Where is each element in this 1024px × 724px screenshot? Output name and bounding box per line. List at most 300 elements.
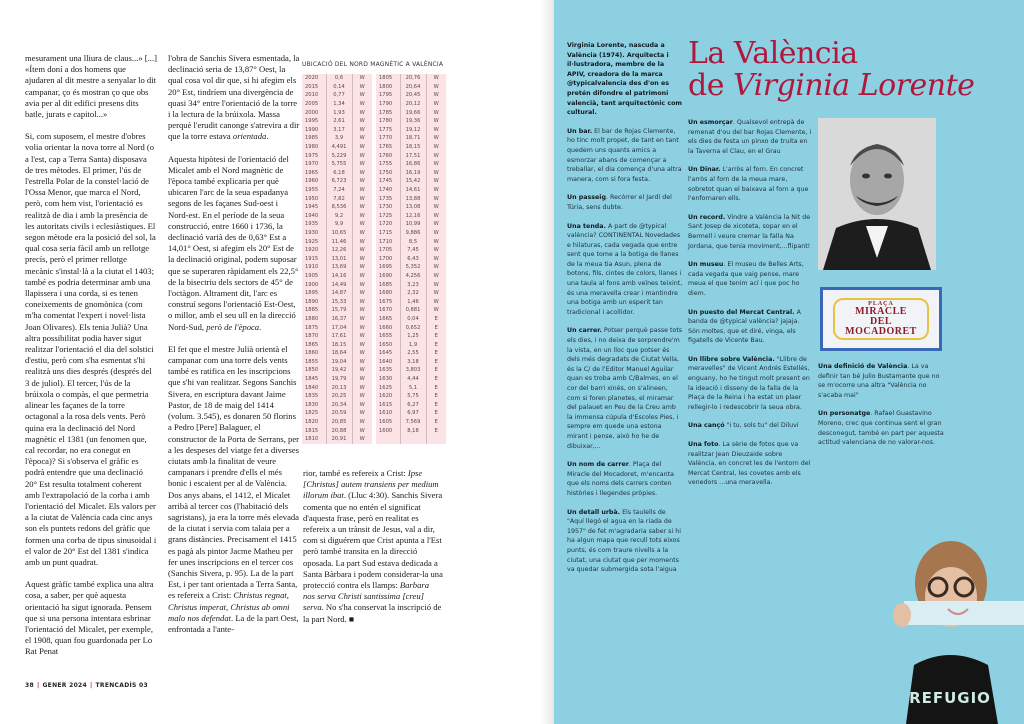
year-cell: 1955 <box>305 187 319 194</box>
item-label: Una tenda. <box>567 222 606 230</box>
declination-cell: 6,97 <box>400 409 426 418</box>
interview-item <box>688 308 812 346</box>
interview-item <box>688 355 812 413</box>
direction-cell: W <box>352 409 372 418</box>
direction-cell: W <box>352 375 372 384</box>
direction-cell: W <box>426 74 446 83</box>
direction-cell: W <box>426 143 446 152</box>
paragraph <box>168 53 300 143</box>
year-cell: 1960 <box>305 178 319 185</box>
year-cell: 1865 <box>305 341 319 348</box>
headline-name: Virginia Lorente <box>733 68 975 103</box>
year-cell: 1780 <box>379 118 393 125</box>
item-label: Una foto <box>688 441 719 449</box>
direction-cell: W <box>426 263 446 272</box>
declination-cell: 14,61 <box>400 186 426 195</box>
declination-cell: 1,9 <box>400 340 426 349</box>
year-cell: 1665 <box>379 315 393 322</box>
table-row <box>376 375 446 384</box>
year-cell: 2015 <box>305 83 319 90</box>
direction-cell: W <box>352 289 372 298</box>
declination-cell: 0,77 <box>326 91 352 100</box>
year-cell: 1745 <box>379 178 393 185</box>
paragraph: Aquest gràfic també explica una altra cosa, a saber, per què aquesta orientació ha sigut ignorada. Pensem que si una persona intentara esbrinar l'orientació del Micalet, per exemple, el 1908, quan fou guardonada per Lo Rat Penat <box>25 579 154 657</box>
year-cell: 1860 <box>305 350 319 357</box>
declination-cell: 0,6 <box>326 74 352 83</box>
item-label: Un detall urbà. <box>567 508 621 516</box>
table-row <box>376 272 446 281</box>
direction-cell: E <box>426 383 446 392</box>
year-cell: 1695 <box>379 264 393 271</box>
item-text: L'arròs al forn. En concret l'arròs al forn de la meua mare, sobretot quan el baixava al forn a que l'enfornaren ells. <box>688 166 809 203</box>
paragraph <box>168 154 300 333</box>
year-cell: 1625 <box>379 384 393 391</box>
item-label: Un record. <box>688 213 726 221</box>
table-row <box>376 229 446 238</box>
table-row <box>302 358 372 367</box>
declination-cell: 5,1 <box>400 383 426 392</box>
year-cell: 1690 <box>379 272 393 279</box>
text: Aquesta hipòtesi de l'orientació del Micalet amb el Nord magnètic de l'època també explicaria per què ubicaren l'arc de la seua espadanya segons de les façanes Sud-oest i Nord-est. En el període de la seua construcció, entre 1660 i 1736, la declinació varià des de 0,63° Est a 14,01° Oest, si afegim els 20° Est de la declinació original, podem suposar que se superaren ràpidament els 22,5° de la bisectriu dels sectors de 45° de l'octàgon. Altrament dit, l'arc es construí segons l'orientació Est-Oest, o millor, amb el seu ull en la direcció Nord-Sud, <box>168 153 299 332</box>
table-row <box>376 323 446 332</box>
declination-cell: 20,45 <box>400 91 426 100</box>
year-cell: 1930 <box>305 229 319 236</box>
declination-cell: 20,76 <box>400 74 426 83</box>
item-text: . El museu de Belles Arts, cada vegada que vaig pense, mare meua el que tenim ací i que poc ho diem. <box>688 261 804 297</box>
item-label: Un museu <box>688 261 724 269</box>
table-row <box>302 263 372 272</box>
item-text: "i tu, sols tu" del Diluvi <box>724 422 799 430</box>
declination-cell: 6,723 <box>326 177 352 186</box>
direction-cell: W <box>352 392 372 401</box>
table-row <box>376 392 446 401</box>
year-cell: 1855 <box>305 358 319 365</box>
shirt-text: REFUGIO <box>909 689 991 707</box>
year-cell: 1645 <box>379 350 393 357</box>
declination-cell: 14,49 <box>326 280 352 289</box>
table-row <box>376 177 446 186</box>
declination-cell: 1,93 <box>326 108 352 117</box>
table-row <box>302 212 372 221</box>
direction-cell: W <box>426 237 446 246</box>
declination-cell: 12,16 <box>400 212 426 221</box>
author-photo <box>876 535 1024 724</box>
direction-cell: E <box>426 366 446 375</box>
year-cell: 1825 <box>305 410 319 417</box>
direction-cell: E <box>426 323 446 332</box>
table-row <box>302 289 372 298</box>
declination-cell: 19,04 <box>326 358 352 367</box>
year-cell: 1750 <box>379 169 393 176</box>
portrait-figure <box>818 118 936 270</box>
direction-cell: W <box>426 297 446 306</box>
direction-cell: E <box>426 349 446 358</box>
direction-cell: W <box>426 246 446 255</box>
declination-cell: 8,18 <box>400 426 426 435</box>
direction-cell <box>426 435 446 444</box>
direction-cell: W <box>352 272 372 281</box>
tile-line: MIRACLE <box>855 306 907 317</box>
portrait-photo <box>818 118 936 270</box>
item-text: . Recórrer el Jardí del Túria, sens dubte. <box>567 194 672 211</box>
direction-cell: W <box>352 108 372 117</box>
direction-cell: W <box>426 91 446 100</box>
table-row <box>376 194 446 203</box>
table-row <box>376 220 446 229</box>
table-row <box>376 366 446 375</box>
year-cell: 1905 <box>305 272 319 279</box>
year-cell: 1670 <box>379 307 393 314</box>
year-cell: 1965 <box>305 169 319 176</box>
item-label: Un puesto del Mercat Central. <box>688 308 795 316</box>
declination-cell: 15,42 <box>400 177 426 186</box>
table-row <box>376 280 446 289</box>
declination-cell: 3,17 <box>326 126 352 135</box>
direction-cell: W <box>426 272 446 281</box>
year-cell: 1705 <box>379 247 393 254</box>
table-row <box>302 160 372 169</box>
direction-cell: W <box>352 220 372 229</box>
table-row <box>376 186 446 195</box>
emphasis: Christus regnat, Christus imperat, Christus ab omni malo nos defendat <box>168 590 290 623</box>
declination-cell: 14,16 <box>326 272 352 281</box>
direction-cell: E <box>426 426 446 435</box>
declination-cell: 10,99 <box>400 220 426 229</box>
item-label: Un bar. <box>567 127 593 135</box>
declination-cell: 3,9 <box>326 134 352 143</box>
declination-cell: 0,04 <box>400 315 426 324</box>
year-cell: 1810 <box>305 436 319 443</box>
year-cell: 1840 <box>305 384 319 391</box>
table-row <box>376 254 446 263</box>
declination-cell: 19,79 <box>326 375 352 384</box>
table-row <box>302 229 372 238</box>
year-cell: 1900 <box>305 281 319 288</box>
year-cell: 2010 <box>305 92 319 99</box>
table-row <box>376 151 446 160</box>
issue-date: GENER 2024 <box>42 682 88 689</box>
text: . <box>259 321 262 332</box>
direction-cell: W <box>426 126 446 135</box>
tile-line: PLAÇA <box>868 301 894 307</box>
direction-cell: W <box>352 169 372 178</box>
direction-cell: W <box>352 246 372 255</box>
year-cell: 1850 <box>305 367 319 374</box>
table-row <box>302 280 372 289</box>
direction-cell: W <box>352 254 372 263</box>
declination-cell: 16,19 <box>400 169 426 178</box>
year-cell: 1880 <box>305 315 319 322</box>
table-row <box>302 349 372 358</box>
year-cell: 1710 <box>379 238 393 245</box>
table-row <box>302 340 372 349</box>
table-row <box>302 435 372 444</box>
emphasis: Barbara nos serva Christi santissima [creu] serva <box>303 580 430 613</box>
direction-cell: W <box>352 418 372 427</box>
text: l'obra de Sanchis Sivera esmentada, la declinació seria de 13,87° Oest, la qual cosa vol dir que, si hi afegim els 20° Est, tindríem una divergència de quasi 34° entre l'orientació de la torre i la lectura de la brúixola. Massa perquè l'erudit canonge s'atrevira a dir que la torre estava <box>168 53 300 142</box>
table-row <box>302 117 372 126</box>
table-row <box>302 177 372 186</box>
item-text: . Rafael Guastavino Moreno, crec que continua sent el gran desconegut, també en part per aquesta actitud valenciana de no valorar-nos. <box>818 410 944 447</box>
text: rior, també es refereix a Crist: <box>303 468 408 478</box>
interview-item <box>688 165 812 203</box>
declination-cell: 15,33 <box>326 297 352 306</box>
declination-cell: 17,61 <box>326 332 352 341</box>
magnetic-north-table <box>302 61 460 444</box>
interview-column-3 <box>818 362 948 457</box>
direction-cell: W <box>426 289 446 298</box>
year-cell: 1700 <box>379 255 393 262</box>
table-row <box>302 332 372 341</box>
table-row <box>302 246 372 255</box>
table-row <box>376 401 446 410</box>
item-text: . Plaça del Miracle del Mocadoret, m'encanta que els noms dels carrers conten històries i llegendes pròpies. <box>567 461 674 497</box>
table-row <box>302 194 372 203</box>
table-row <box>376 297 446 306</box>
year-cell: 1660 <box>379 324 393 331</box>
table-row <box>376 383 446 392</box>
page-number: 38 <box>25 682 34 689</box>
declination-cell: 8,536 <box>326 203 352 212</box>
year-cell: 1730 <box>379 204 393 211</box>
table-row <box>376 203 446 212</box>
declination-cell: 5,75 <box>400 392 426 401</box>
interview-item <box>567 193 683 212</box>
direction-cell: W <box>426 186 446 195</box>
year-cell: 1970 <box>305 161 319 168</box>
item-label: Un Dinar. <box>688 166 721 174</box>
table-row <box>376 435 446 444</box>
year-cell: 1985 <box>305 135 319 142</box>
page-footer <box>25 682 148 689</box>
table-row <box>302 203 372 212</box>
item-text: . La va definir tan bé Julio Bustamante que no se m'ocorre una altra "València no s'acaba mai" <box>818 363 940 399</box>
direction-cell: W <box>352 366 372 375</box>
direction-cell: W <box>352 383 372 392</box>
item-text: Els taulells de "Aquí llegó el agua en la riada de 1957" de fet m'agradaria saber si hi ha algun mapa que recull tots eixos punts, és com traure nivells a la ciutat, una ciutat que per moments va quedar submergida sota l'aigua <box>567 508 681 574</box>
table-row <box>376 358 446 367</box>
article-column-3 <box>303 468 443 625</box>
direction-cell: W <box>352 401 372 410</box>
direction-cell: E <box>426 315 446 324</box>
declination-cell: 20,12 <box>400 100 426 109</box>
table-row <box>302 392 372 401</box>
declination-cell: 20,59 <box>326 409 352 418</box>
table-row <box>376 332 446 341</box>
item-text: "Llibre de meravelles" de Vicent Andrés Estellés, enguany, ho he tingut molt present en la ideació i disseny de la falla de la Plaça de la Reina i ha estat un plaer rellegir-lo i redescobrir la seua obra. <box>688 355 810 411</box>
table-row <box>302 237 372 246</box>
table-row <box>376 117 446 126</box>
declination-cell: 18,15 <box>400 143 426 152</box>
declination-cell: 6,18 <box>326 169 352 178</box>
year-cell: 2020 <box>305 75 319 82</box>
table-row <box>376 134 446 143</box>
author-figure <box>876 535 1024 724</box>
declination-cell: 13,88 <box>400 194 426 203</box>
declination-cell: 9,9 <box>326 220 352 229</box>
interview-item <box>567 508 683 575</box>
direction-cell: W <box>426 169 446 178</box>
direction-cell: W <box>426 194 446 203</box>
table-row <box>302 100 372 109</box>
item-label: Un nom de carrer <box>567 461 629 469</box>
table-row <box>376 169 446 178</box>
street-tile-sign <box>820 287 942 351</box>
declination-cell: 17,04 <box>326 323 352 332</box>
table-row <box>376 289 446 298</box>
table-row <box>302 409 372 418</box>
table-row <box>302 366 372 375</box>
item-label: Una cançó <box>688 422 725 430</box>
year-cell: 1910 <box>305 264 319 271</box>
year-cell: 1875 <box>305 324 319 331</box>
year-cell: 1640 <box>379 358 393 365</box>
direction-cell: W <box>426 151 446 160</box>
direction-cell: W <box>352 358 372 367</box>
direction-cell: E <box>426 375 446 384</box>
interview-item <box>567 326 683 451</box>
direction-cell: W <box>352 263 372 272</box>
year-cell: 2000 <box>305 109 319 116</box>
declination-cell: 10,65 <box>326 229 352 238</box>
direction-cell: E <box>426 340 446 349</box>
direction-cell: W <box>352 323 372 332</box>
direction-cell: W <box>426 117 446 126</box>
year-cell: 1600 <box>379 427 393 434</box>
declination-cell: 3,803 <box>400 366 426 375</box>
year-cell: 1925 <box>305 238 319 245</box>
year-cell: 1790 <box>379 101 393 108</box>
year-cell: 1915 <box>305 255 319 262</box>
year-cell: 1735 <box>379 195 393 202</box>
page-gutter <box>540 0 554 724</box>
direction-cell: W <box>426 220 446 229</box>
direction-cell: W <box>352 306 372 315</box>
direction-cell: E <box>426 392 446 401</box>
item-text: A part de @typical valència? CONTINENTAL Novedades e hilaturas, cada vegada que entre sent que tome a la botiga de llanes de la meua tia Asun, plena de botons, fils, cintes de colors, llanes i una taula al fons amb veïnes teixint, és una meravella crear i mantindre una botiga amb un esperit tan tradicional i acollidor. <box>567 222 683 316</box>
separator: | <box>90 682 93 689</box>
direction-cell: W <box>426 100 446 109</box>
declination-cell: 0,652 <box>400 323 426 332</box>
tile-line: DEL <box>869 316 893 327</box>
declination-cell: 19,36 <box>400 117 426 126</box>
declination-cell: 0,881 <box>400 306 426 315</box>
direction-cell: W <box>352 160 372 169</box>
lede: Virginia Lorente, nascuda a València (1974). Arquitecta i il·lustradora, membre de la APIV, creadora de la marca @typicalvalencia des d'on es pretén difondre el patrimoni valencià, tant arquitectònic com cultural. <box>567 42 682 117</box>
direction-cell: W <box>352 212 372 221</box>
direction-cell: W <box>352 349 372 358</box>
year-cell: 1675 <box>379 298 393 305</box>
declination-cell: 2,55 <box>400 349 426 358</box>
text: . No s'ha conservat la inscripció de la part Nord. ■ <box>303 602 442 624</box>
year-cell: 1980 <box>305 144 319 151</box>
year-cell: 1835 <box>305 393 319 400</box>
year-cell: 1635 <box>379 367 393 374</box>
declination-cell: 18,64 <box>326 349 352 358</box>
item-text: Potser perquè passe tots els dies, i no deixa de sorprendre'm la vista, en un lloc que potser és dels més degradats de Ciutat Vella, és la C/ de l'Editor Manuel Aguilar quan es troba amb C/Balmes, en el cor del barri xinés, on s'alineen, com si foren planetes, el miramar del palauet en Peu de la Creu amb la immensa cúpula d'Escoles Pies, i sempre em quede una estona mirant i pense, això ho he de dibuixar,... <box>567 327 683 450</box>
direction-cell: W <box>352 280 372 289</box>
year-cell: 2005 <box>305 101 319 108</box>
year-cell: 1935 <box>305 221 319 228</box>
year-cell: 1945 <box>305 204 319 211</box>
item-label: Un carrer. <box>567 327 602 335</box>
item-label: Un passeig <box>567 194 606 202</box>
table-row <box>376 315 446 324</box>
article-column-2 <box>168 53 300 635</box>
declination-cell: 16,86 <box>400 160 426 169</box>
item-text: A banda de @typical valència? jajaja. Són moltes, que et diré, vinga, els figatells de Vicente Bau. <box>688 308 801 345</box>
year-cell: 1800 <box>379 83 393 90</box>
direction-cell: W <box>352 83 372 92</box>
declination-cell: 8,5 <box>400 237 426 246</box>
declination-cell: 3,23 <box>400 280 426 289</box>
table-row <box>376 143 446 152</box>
direction-cell: W <box>352 340 372 349</box>
table-row <box>302 143 372 152</box>
declination-cell: 9,886 <box>400 229 426 238</box>
table-row <box>302 91 372 100</box>
declination-cell: 20,13 <box>326 383 352 392</box>
declination-cell: 4,256 <box>400 272 426 281</box>
year-cell: 1680 <box>379 290 393 297</box>
declination-cell: 16,37 <box>326 315 352 324</box>
year-cell: 1615 <box>379 401 393 408</box>
declination-cell: 13,01 <box>326 254 352 263</box>
direction-cell: W <box>352 315 372 324</box>
table-row <box>376 349 446 358</box>
table-row <box>302 401 372 410</box>
declination-cell: 3,18 <box>400 358 426 367</box>
table-row <box>302 323 372 332</box>
declination-cell: 20,64 <box>400 83 426 92</box>
paragraph: mesurament una lliura de claus...» [...] «Ítem doní a dos homens que ajudaren al dit mestre a senyalar lo dit campanar, ço és mostran ço que obs avia per al dit edifici presens dits batle, jurats e capitol...» <box>25 53 157 120</box>
table-row <box>376 237 446 246</box>
declination-cell: 20,88 <box>326 426 352 435</box>
year-cell: 1620 <box>379 393 393 400</box>
item-label: Una definició de València <box>818 363 908 370</box>
interview-item <box>688 260 812 298</box>
declination-cell: 15,79 <box>326 306 352 315</box>
year-cell: 1995 <box>305 118 319 125</box>
year-cell <box>376 435 400 444</box>
table-row <box>302 134 372 143</box>
table-row <box>302 426 372 435</box>
declination-cell: 18,15 <box>326 340 352 349</box>
text: El fet que el mestre Julià orientà el campanar com una torre dels vents també es ratifica en les inscripcions que s'hi van realitzar. Segons Sanchis Sivera, en escriptura davant Jaime Pastor, de 18 de maig del 1414 (volum. 3.545), es donaren 50 florins a Pedro [Pere] Balaguer, el constructor de la Porta de Serrans, per a les despeses del viatge fet a diverses ciutats amb la finalitat de veure campanars i prendre d'ells el més bonic i escaient per al de València. Dos anys abans, el 1412, el Micalet arribà al tercer cos (l'habitació dels sagristans), ja era la torre més elevada de la ciutat i servia com talaia per a grans distàncies. Precisament el 1415 es pagà als pintor Jacme Matheu per fer unes inscripcions en el tercer cos (Sanchis Sivera, p. 95). La de la part Est, i per tant orientada a Terra Santa, es refereix a Crist: <box>168 343 300 601</box>
direction-cell: W <box>426 280 446 289</box>
table-row <box>302 418 372 427</box>
table-row <box>302 375 372 384</box>
direction-cell: E <box>426 401 446 410</box>
direction-cell: W <box>426 177 446 186</box>
emphasis: orientada <box>232 131 267 142</box>
direction-cell: W <box>426 212 446 221</box>
paragraph: Si, com suposem, el mestre d'obres volia orientar la nova torre al Nord (o a l'est, cap a Terra Santa) disposava de tres mètodes. El primer, l'ús de l'estrella Polar de la constel·lació de l'Ossa Menor, que marca el Nord, però, com hem vist, l'orientació es realitzà de dia i amb la presència de les autoritats civils i eclesiàstiques. El segon mètode era la posició del sol, la qual cosa seria fàcil amb un rellotge precís, però el primer rellotge mecànic s'instal·là a la ciutat el 1403; també es podria determinar amb una llapissera i una corda, si es tenen coneixements de gnomònica (com m'ha comentat l'expert i novel·lista Joan Olivares). Els tenia Julià? Una altra possibilitat podia haver sigut realitzar l'orientació el dia del solstici d'estiu, però com s'ha esmentat s'hi realitzà uns dies després (després del 3 de juliol). El tercer, l'ús de la brúixola o compàs, el que permetria alinear les façanes de la torre octagonal a la rosa dels vents. Però quina era la declinació del Nord magnètic el 1381 (un fenomen que, cal recordar, no era conegut en l'època)? Si s'observa el gràfic es podrà entendre que una declinació 20° Est resulta totalment coherent amb l'extrapolació de la corba i amb l'orientació del Micalet. Els valors per a la ciutat de València cada cinc anys son els puntets redons del gràfic que formen una corba de tipus sinusoidal i el valor de 20° Est del 1381 s'indica amb un punt quadrat. <box>25 131 157 567</box>
year-cell: 1940 <box>305 212 319 219</box>
direction-cell: W <box>352 186 372 195</box>
declination-cell: 4,491 <box>326 143 352 152</box>
paragraph <box>303 468 443 625</box>
year-cell: 1650 <box>379 341 393 348</box>
item-text: . Qualsevol entrepà de remenat d'ou del bar Rojas Clemente, i els dies de festa un pinxo de truita en la Taverna el Clau, en el Grau <box>688 119 812 155</box>
interview-item <box>818 362 948 400</box>
declination-cell: 6,43 <box>400 254 426 263</box>
interview-item <box>567 222 683 318</box>
interview-item <box>567 460 683 498</box>
table-row <box>302 272 372 281</box>
year-cell: 1975 <box>305 152 319 159</box>
year-cell: 1770 <box>379 135 393 142</box>
